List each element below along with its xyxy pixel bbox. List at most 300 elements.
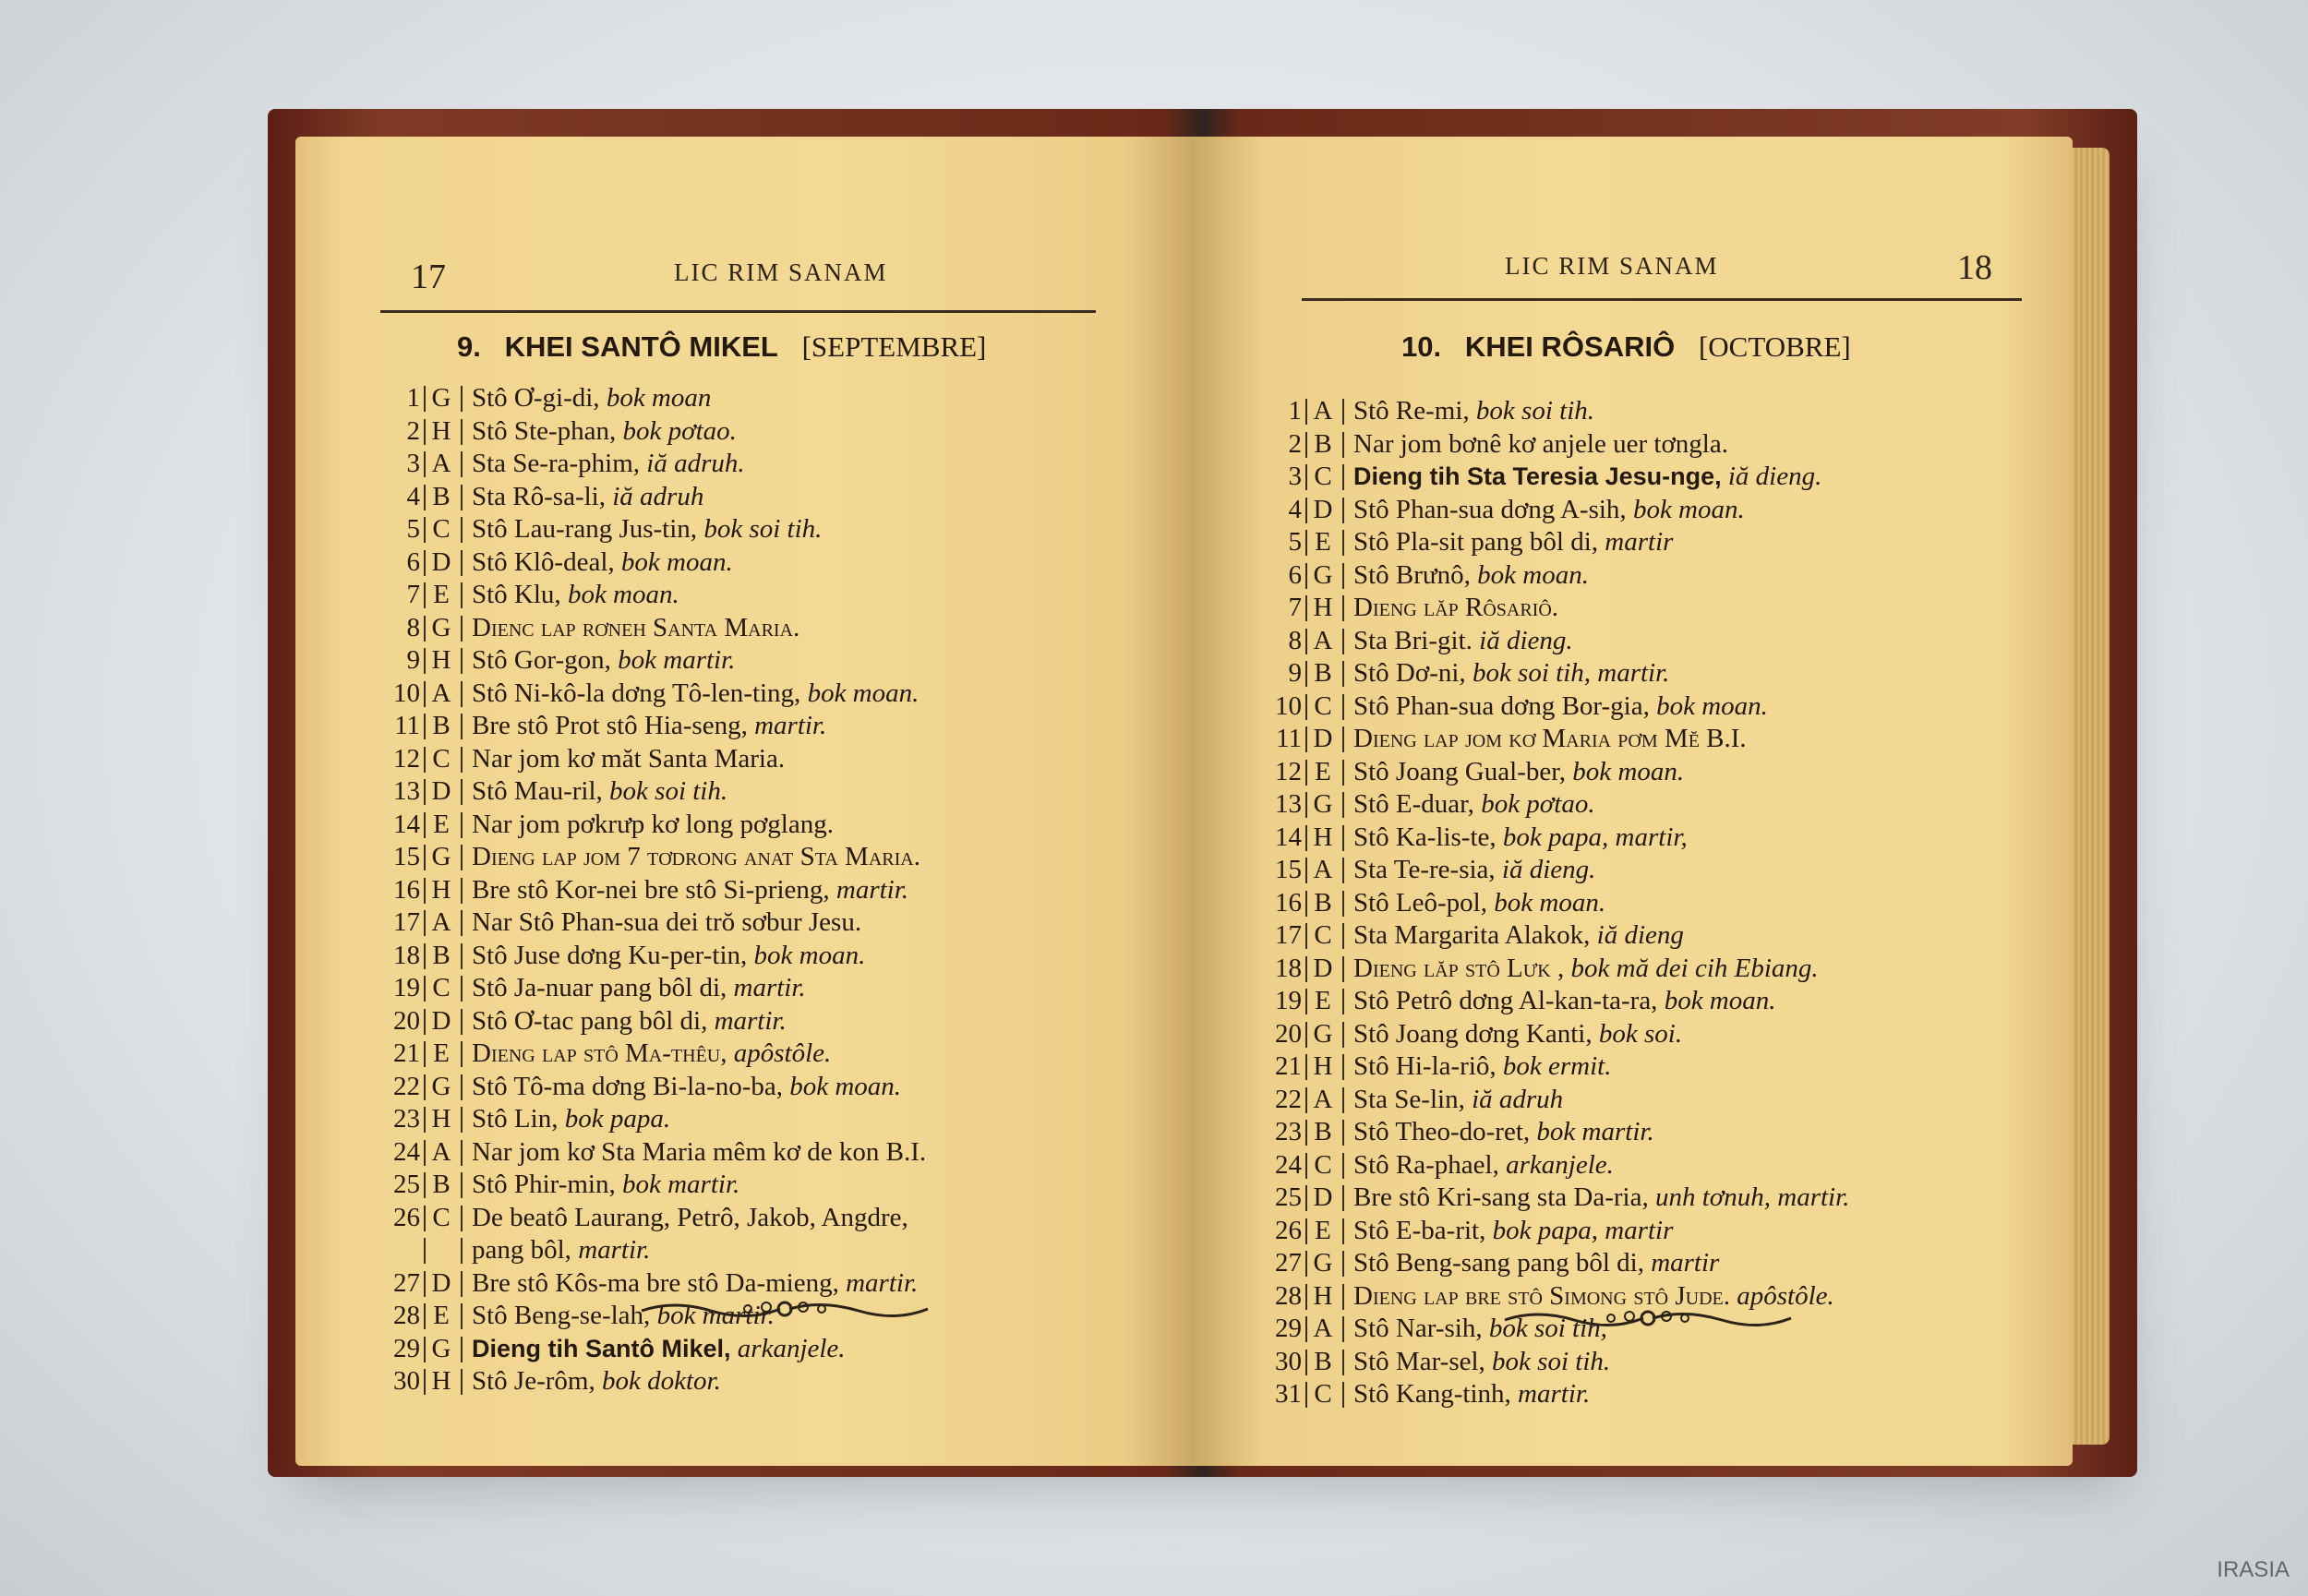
entry-saint-name: Stô Lau-rang Jus-tin, <box>472 514 698 544</box>
column-divider <box>1342 1185 1344 1211</box>
column-divider <box>1305 399 1307 425</box>
column-divider <box>1305 1251 1307 1277</box>
column-divider <box>1305 464 1307 490</box>
column-divider <box>1305 629 1307 654</box>
entry-day: 15 <box>393 842 420 871</box>
entry-day: 19 <box>1275 986 1302 1015</box>
entry-text <box>1353 430 1728 458</box>
entry-note: iă adruh <box>612 481 704 511</box>
column-divider <box>461 1107 463 1133</box>
column-divider <box>424 1074 426 1100</box>
column-divider <box>1305 1153 1307 1179</box>
column-divider <box>1305 1120 1307 1146</box>
column-divider <box>1305 1218 1307 1244</box>
column-divider <box>1305 694 1307 720</box>
right-page <box>1191 137 2073 1466</box>
column-divider <box>1342 956 1344 982</box>
entry-text <box>1353 561 1589 589</box>
entry-dominical-letter: A <box>431 1136 451 1167</box>
column-divider <box>424 1337 426 1362</box>
entry-day: 21 <box>1275 1051 1302 1081</box>
entry-text <box>1353 790 1595 818</box>
entry-day: 8 <box>1288 625 1302 655</box>
column-divider <box>461 845 463 870</box>
entry-text <box>1353 758 1684 786</box>
left-heading-month: [SEPTEMBRE] <box>801 330 987 363</box>
entry-saint-name: Stô Ka-lis-te, <box>1353 822 1497 852</box>
column-divider <box>424 910 426 936</box>
column-divider <box>424 1271 426 1297</box>
entry-day: 14 <box>393 809 420 839</box>
column-divider <box>1305 726 1307 752</box>
column-divider <box>424 681 426 707</box>
column-divider <box>1305 1382 1307 1408</box>
column-divider <box>424 1107 426 1133</box>
entry-dominical-letter: D <box>1313 1182 1333 1212</box>
entry-dominical-letter: G <box>1313 1248 1333 1278</box>
column-divider <box>1342 1350 1344 1375</box>
entry-text <box>472 810 834 838</box>
column-divider <box>1305 1316 1307 1342</box>
entry-saint-name: Stô Nar-sih, <box>1353 1314 1483 1343</box>
entry-day: 18 <box>1275 953 1302 983</box>
entry-saint-name: Bre stô Prot stô Hia-seng, <box>472 711 748 740</box>
entry-text <box>472 548 733 576</box>
entry-dominical-letter: C <box>1314 920 1332 950</box>
column-divider <box>1342 1153 1344 1179</box>
entry-text <box>472 876 908 904</box>
entry-dominical-letter: E <box>433 1038 450 1068</box>
entry-text <box>472 679 919 707</box>
entry-day: 16 <box>1275 887 1302 918</box>
column-divider <box>461 1303 463 1329</box>
entry-text <box>472 908 861 936</box>
entry-day: 6 <box>406 546 420 577</box>
entry-day: 13 <box>1275 789 1302 819</box>
column-divider <box>424 878 426 904</box>
entry-day: 2 <box>406 415 420 446</box>
column-divider <box>1342 726 1344 752</box>
entry-text <box>472 745 785 773</box>
entry-note: bok moan. <box>1494 887 1606 918</box>
entry-saint-name: Stô Hi-la-riô, <box>1353 1051 1497 1081</box>
entry-note: iă dieng. <box>1501 855 1596 884</box>
entry-note: bok moan. <box>1656 690 1768 721</box>
entry-day: 17 <box>393 907 420 937</box>
column-divider <box>424 616 426 642</box>
entry-saint-name: Dieng lăp Rôsariô. <box>1353 593 1559 622</box>
entry-dominical-letter: B <box>1314 887 1332 918</box>
entry-dominical-letter: E <box>1315 527 1331 557</box>
entry-saint-name: Dieng tih Sta Teresia Jesu-nge, <box>1353 462 1722 490</box>
column-divider <box>461 616 463 642</box>
entry-note: martir. <box>835 874 909 905</box>
column-divider <box>1342 1284 1344 1310</box>
column-divider <box>461 1238 463 1264</box>
entry-dominical-letter: H <box>431 1366 451 1396</box>
entry-saint-name: Stô Brưnô, <box>1353 559 1471 590</box>
entry-dominical-letter: H <box>1313 822 1333 852</box>
entry-dominical-letter: D <box>1313 494 1333 524</box>
column-divider <box>461 976 463 1002</box>
column-divider <box>424 419 426 445</box>
entry-saint-name: Dieng lap stô Ma-thêu, <box>472 1038 727 1068</box>
page-edges <box>2068 148 2110 1445</box>
entry-note: bok pơtao. <box>622 415 737 446</box>
entry-text <box>472 1073 901 1100</box>
entry-dominical-letter: C <box>432 973 451 1002</box>
entry-saint-name: Sta Margarita Alakok, <box>1353 920 1591 950</box>
column-divider <box>461 1009 463 1035</box>
column-divider <box>424 1206 426 1231</box>
entry-text <box>1353 1151 1614 1179</box>
column-divider <box>461 1041 463 1067</box>
entry-text <box>1353 1118 1654 1146</box>
column-divider <box>1342 989 1344 1014</box>
entry-saint-name: Stô Mau-ril, <box>472 776 603 806</box>
column-divider <box>1342 1251 1344 1277</box>
entry-note: bok soi tih. <box>609 776 728 806</box>
column-divider <box>1342 1022 1344 1048</box>
entry-dominical-letter: D <box>431 1267 451 1298</box>
entry-text <box>472 777 727 805</box>
entry-note: arkanjele. <box>737 1333 846 1363</box>
column-divider <box>1305 530 1307 556</box>
column-divider <box>1305 956 1307 982</box>
column-divider <box>424 747 426 773</box>
column-divider <box>461 550 463 576</box>
entry-saint-name: Stô Lin, <box>472 1104 559 1134</box>
entry-day: 28 <box>393 1301 420 1330</box>
entry-saint-name: Dieng lap bre stô Simong stô Jude. <box>1353 1280 1730 1311</box>
entry-day: 6 <box>1288 559 1302 590</box>
entry-note: bok soi. <box>1598 1018 1683 1049</box>
entry-note: martir. <box>714 1005 787 1036</box>
column-divider <box>461 779 463 805</box>
column-divider <box>424 779 426 805</box>
right-heading-title: KHEI RÔSARIÔ <box>1464 330 1676 363</box>
left-ornament-icon <box>637 1290 932 1327</box>
column-divider <box>1305 661 1307 687</box>
entry-dominical-letter: H <box>431 415 451 446</box>
column-divider <box>424 550 426 576</box>
entry-text <box>472 712 826 739</box>
entry-day: 17 <box>1275 920 1302 950</box>
entry-text <box>1353 987 1776 1014</box>
entry-dominical-letter: E <box>433 1301 450 1330</box>
entry-text <box>1353 1249 1719 1277</box>
column-divider <box>1342 1054 1344 1080</box>
column-divider <box>1342 530 1344 556</box>
column-divider <box>1342 923 1344 949</box>
column-divider <box>424 812 426 838</box>
column-divider <box>1342 825 1344 851</box>
column-divider <box>461 1140 463 1166</box>
entry-saint-name: Stô Beng-sang pang bôl di, <box>1353 1248 1644 1278</box>
column-divider <box>424 451 426 477</box>
entry-text <box>1353 496 1745 523</box>
entry-saint-name: Sta Te-re-sia, <box>1353 855 1496 884</box>
entry-saint-name: Sta Rô-sa-li, <box>472 481 606 511</box>
entry-saint-name: Stô Pla-sit pang bôl di, <box>1353 527 1599 557</box>
entry-dominical-letter: G <box>431 1333 451 1363</box>
entry-note: iă adruh. <box>646 449 745 478</box>
entry-text <box>1353 725 1747 752</box>
column-divider <box>461 451 463 477</box>
column-divider <box>461 1172 463 1198</box>
entry-saint-name: Nar jom bơnê kơ anjele uer tơngla. <box>1353 428 1728 459</box>
column-divider <box>424 1009 426 1035</box>
column-divider <box>461 485 463 510</box>
entry-text <box>472 384 711 412</box>
entry-dominical-letter: H <box>1313 1280 1333 1311</box>
column-divider <box>1342 792 1344 818</box>
entry-day: 23 <box>393 1104 420 1134</box>
entry-note: bok soi tih. <box>1492 1346 1611 1376</box>
entry-saint-name: Stô Theo-do-ret, <box>1353 1117 1531 1146</box>
entry-text <box>1353 397 1594 425</box>
entry-saint-name: Stô Gor-gon, <box>472 645 611 675</box>
left-entries-list <box>383 384 1177 1399</box>
column-divider <box>424 517 426 543</box>
column-divider <box>461 714 463 739</box>
entry-note: arkanjele. <box>1506 1149 1614 1180</box>
column-divider <box>1305 1054 1307 1080</box>
entry-dominical-letter: A <box>431 907 451 937</box>
entry-dominical-letter: D <box>1313 953 1333 983</box>
entry-saint-name: Stô Ja-nuar pang bôl di, <box>472 973 727 1002</box>
column-divider <box>461 812 463 838</box>
entry-day: 26 <box>1275 1215 1302 1245</box>
left-heading-number: 9. <box>457 330 481 363</box>
entry-note: bok papa, martir <box>1492 1215 1674 1245</box>
entry-dominical-letter: C <box>1314 462 1332 491</box>
left-heading-title: KHEI SANTÔ MIKEL <box>504 330 778 363</box>
entry-saint-name: Dieng tih Santô Mikel, <box>472 1334 731 1362</box>
entry-day: 9 <box>1288 658 1302 688</box>
entry-note: bok moan. <box>1572 756 1685 786</box>
column-divider <box>1342 760 1344 786</box>
entry-text <box>472 1367 721 1395</box>
left-running-title: LIC RIM SANAM <box>674 258 888 286</box>
column-divider <box>461 517 463 543</box>
column-divider <box>1305 595 1307 621</box>
entry-text <box>1353 856 1595 883</box>
entry-day: 4 <box>406 481 420 511</box>
entry-text <box>472 1204 908 1231</box>
entry-day: 22 <box>393 1071 420 1101</box>
entry-saint-name: Stô Ơ-tac pang bôl di, <box>472 1005 708 1036</box>
entry-dominical-letter: D <box>1313 724 1333 753</box>
column-divider <box>461 419 463 445</box>
column-divider <box>424 714 426 739</box>
entry-saint-name: Stô Ste-phan, <box>472 415 617 446</box>
entry-note: bok soi tih, martir. <box>1472 658 1670 688</box>
entry-text <box>472 614 799 642</box>
entry-text <box>1353 627 1573 654</box>
entry-note: bok moan. <box>753 940 866 970</box>
entry-day: 11 <box>394 711 420 740</box>
entry-note: iă dieng. <box>1479 625 1573 655</box>
entry-day: 11 <box>1276 724 1302 753</box>
entry-dominical-letter: B <box>1314 658 1332 688</box>
entry-day: 26 <box>393 1202 420 1232</box>
entry-dominical-letter: H <box>1313 1051 1333 1081</box>
entry-day: 5 <box>1288 527 1302 557</box>
entry-saint-name: Sta Se-lin, <box>1353 1084 1465 1114</box>
entry-saint-name: Stô Je-rôm, <box>472 1366 595 1396</box>
entry-day: 20 <box>393 1005 420 1036</box>
column-divider <box>1305 1185 1307 1211</box>
column-divider <box>1305 989 1307 1014</box>
entry-dominical-letter: G <box>431 383 451 413</box>
entry-day: 1 <box>406 383 420 413</box>
entry-saint-name: Stô Juse dơng Ku-per-tin, <box>472 940 748 970</box>
entry-text <box>472 417 737 445</box>
entry-text <box>1353 528 1673 556</box>
column-divider <box>1305 891 1307 917</box>
entry-dominical-letter: C <box>1314 1379 1332 1409</box>
entry-saint-name: Stô E-ba-rit, <box>1353 1215 1486 1245</box>
right-running-title: LIC RIM SANAM <box>1505 252 1719 280</box>
entry-saint-name: Nar jom kơ Sta Maria mêm kơ de kon B.I. <box>472 1136 927 1167</box>
right-heading <box>1401 330 1851 364</box>
entry-dominical-letter: C <box>1314 690 1332 721</box>
entry-note: bok martir. <box>621 1170 740 1199</box>
entry-day: 20 <box>1275 1018 1302 1049</box>
entry-day: 16 <box>393 874 420 905</box>
entry-text <box>1353 954 1819 982</box>
column-divider <box>461 1206 463 1231</box>
entry-saint-name: Stô Phir-min, <box>472 1170 616 1199</box>
entry-dominical-letter: G <box>431 842 451 871</box>
right-heading-number: 10. <box>1401 330 1442 363</box>
entry-day: 8 <box>406 612 420 642</box>
column-divider <box>1342 563 1344 589</box>
entry-dominical-letter: B <box>432 940 451 970</box>
entry-saint-name: Stô Ra-phael, <box>1353 1149 1499 1180</box>
entry-day: 29 <box>1275 1314 1302 1343</box>
entry-text <box>1353 1183 1849 1211</box>
entry-text <box>1353 1020 1682 1048</box>
entry-dominical-letter: B <box>1314 428 1332 459</box>
column-divider <box>424 845 426 870</box>
entry-dominical-letter: B <box>1314 1346 1332 1376</box>
entry-saint-name: Stô Joang dơng Kanti, <box>1353 1018 1593 1049</box>
entry-note: unh tơnuh, martir. <box>1654 1182 1850 1212</box>
entry-text <box>1353 889 1605 917</box>
entry-dominical-letter: C <box>1314 1149 1332 1180</box>
entry-day: 25 <box>393 1170 420 1199</box>
entry-day: 7 <box>406 580 420 609</box>
entry-day: 30 <box>393 1366 420 1396</box>
column-divider <box>424 976 426 1002</box>
entry-note: bok moan. <box>789 1071 902 1101</box>
entry-dominical-letter: A <box>1313 855 1333 884</box>
entry-day: 25 <box>1275 1182 1302 1212</box>
column-divider <box>1305 858 1307 883</box>
column-divider <box>461 386 463 412</box>
column-divider <box>424 1041 426 1067</box>
entry-note: bok soi tih. <box>703 514 823 544</box>
entry-text <box>472 450 745 477</box>
entry-dominical-letter: D <box>431 546 451 577</box>
entry-day: 1 <box>1288 396 1302 426</box>
entry-saint-name: De beatô Laurang, Petrô, Jakob, Angdre, <box>472 1202 908 1232</box>
entry-day: 15 <box>1275 855 1302 884</box>
entry-text <box>472 1335 846 1362</box>
entry-text <box>472 843 920 870</box>
column-divider <box>461 681 463 707</box>
entry-text <box>1353 1052 1612 1080</box>
column-divider <box>1305 1087 1307 1113</box>
column-divider <box>1305 1284 1307 1310</box>
column-divider <box>1342 891 1344 917</box>
entry-day: 24 <box>393 1136 420 1167</box>
entry-day: 24 <box>1275 1149 1302 1180</box>
entry-note: bok soi tih. <box>1475 396 1595 426</box>
entry-note: martir <box>1605 527 1674 557</box>
entry-dominical-letter: C <box>432 1202 451 1232</box>
entry-text <box>472 1170 739 1198</box>
entry-note: bok papa, martir, <box>1502 822 1688 852</box>
column-divider <box>1342 661 1344 687</box>
entry-saint-name: Stô Ơ-gi-di, <box>472 383 600 413</box>
entry-note: martir <box>1651 1248 1720 1278</box>
entry-day: 22 <box>1275 1084 1302 1114</box>
entry-saint-name: Dieng lap jom kơ Maria pơm Mĕ B.I. <box>1353 724 1747 753</box>
entry-day: 5 <box>406 514 420 544</box>
right-entries-list <box>1265 397 2059 1412</box>
entry-note: bok doktor. <box>601 1366 721 1396</box>
right-header-rule <box>1302 298 2022 301</box>
entry-day: 14 <box>1275 822 1302 852</box>
entry-saint-name: Bre stô Kôs-ma bre stô Da-mieng, <box>472 1267 839 1298</box>
entry-dominical-letter: C <box>432 514 451 544</box>
entry-dominical-letter: H <box>1313 593 1333 622</box>
entry-text <box>1353 1348 1610 1375</box>
entry-day: 27 <box>1275 1248 1302 1278</box>
column-divider <box>1342 1218 1344 1244</box>
entry-dominical-letter: B <box>432 711 451 740</box>
column-divider <box>1342 595 1344 621</box>
entry-dominical-letter: G <box>1313 789 1333 819</box>
entry-saint-name: Dieng lap jom 7 tơdrong anat Sta Maria. <box>472 842 920 871</box>
column-divider <box>424 1140 426 1166</box>
entry-dominical-letter: A <box>1313 1314 1333 1343</box>
column-divider <box>424 386 426 412</box>
right-heading-month: [OCTOBRE] <box>1698 330 1851 363</box>
left-page-number: 17 <box>411 258 446 296</box>
entry-text <box>472 1007 787 1035</box>
entry-saint-name: Stô Tô-ma dơng Bi-la-no-ba, <box>472 1071 783 1101</box>
entry-text <box>1353 1217 1673 1244</box>
entry-saint-name: Stô Mar-sel, <box>1353 1346 1485 1376</box>
column-divider <box>461 1271 463 1297</box>
entry-saint-name: Bre stô Kor-nei bre stô Si-prieng, <box>472 874 830 905</box>
entry-note: bok papa. <box>564 1104 671 1134</box>
column-divider <box>1305 792 1307 818</box>
column-divider <box>461 878 463 904</box>
column-divider <box>424 1238 426 1264</box>
entry-text <box>472 1236 650 1264</box>
entry-saint-name: Stô E-duar, <box>1353 789 1474 819</box>
entry-dominical-letter: E <box>1315 756 1331 786</box>
entry-day: 12 <box>393 743 420 774</box>
entry-day: 27 <box>393 1267 420 1298</box>
entry-dominical-letter: E <box>433 809 450 839</box>
column-divider <box>1342 432 1344 458</box>
